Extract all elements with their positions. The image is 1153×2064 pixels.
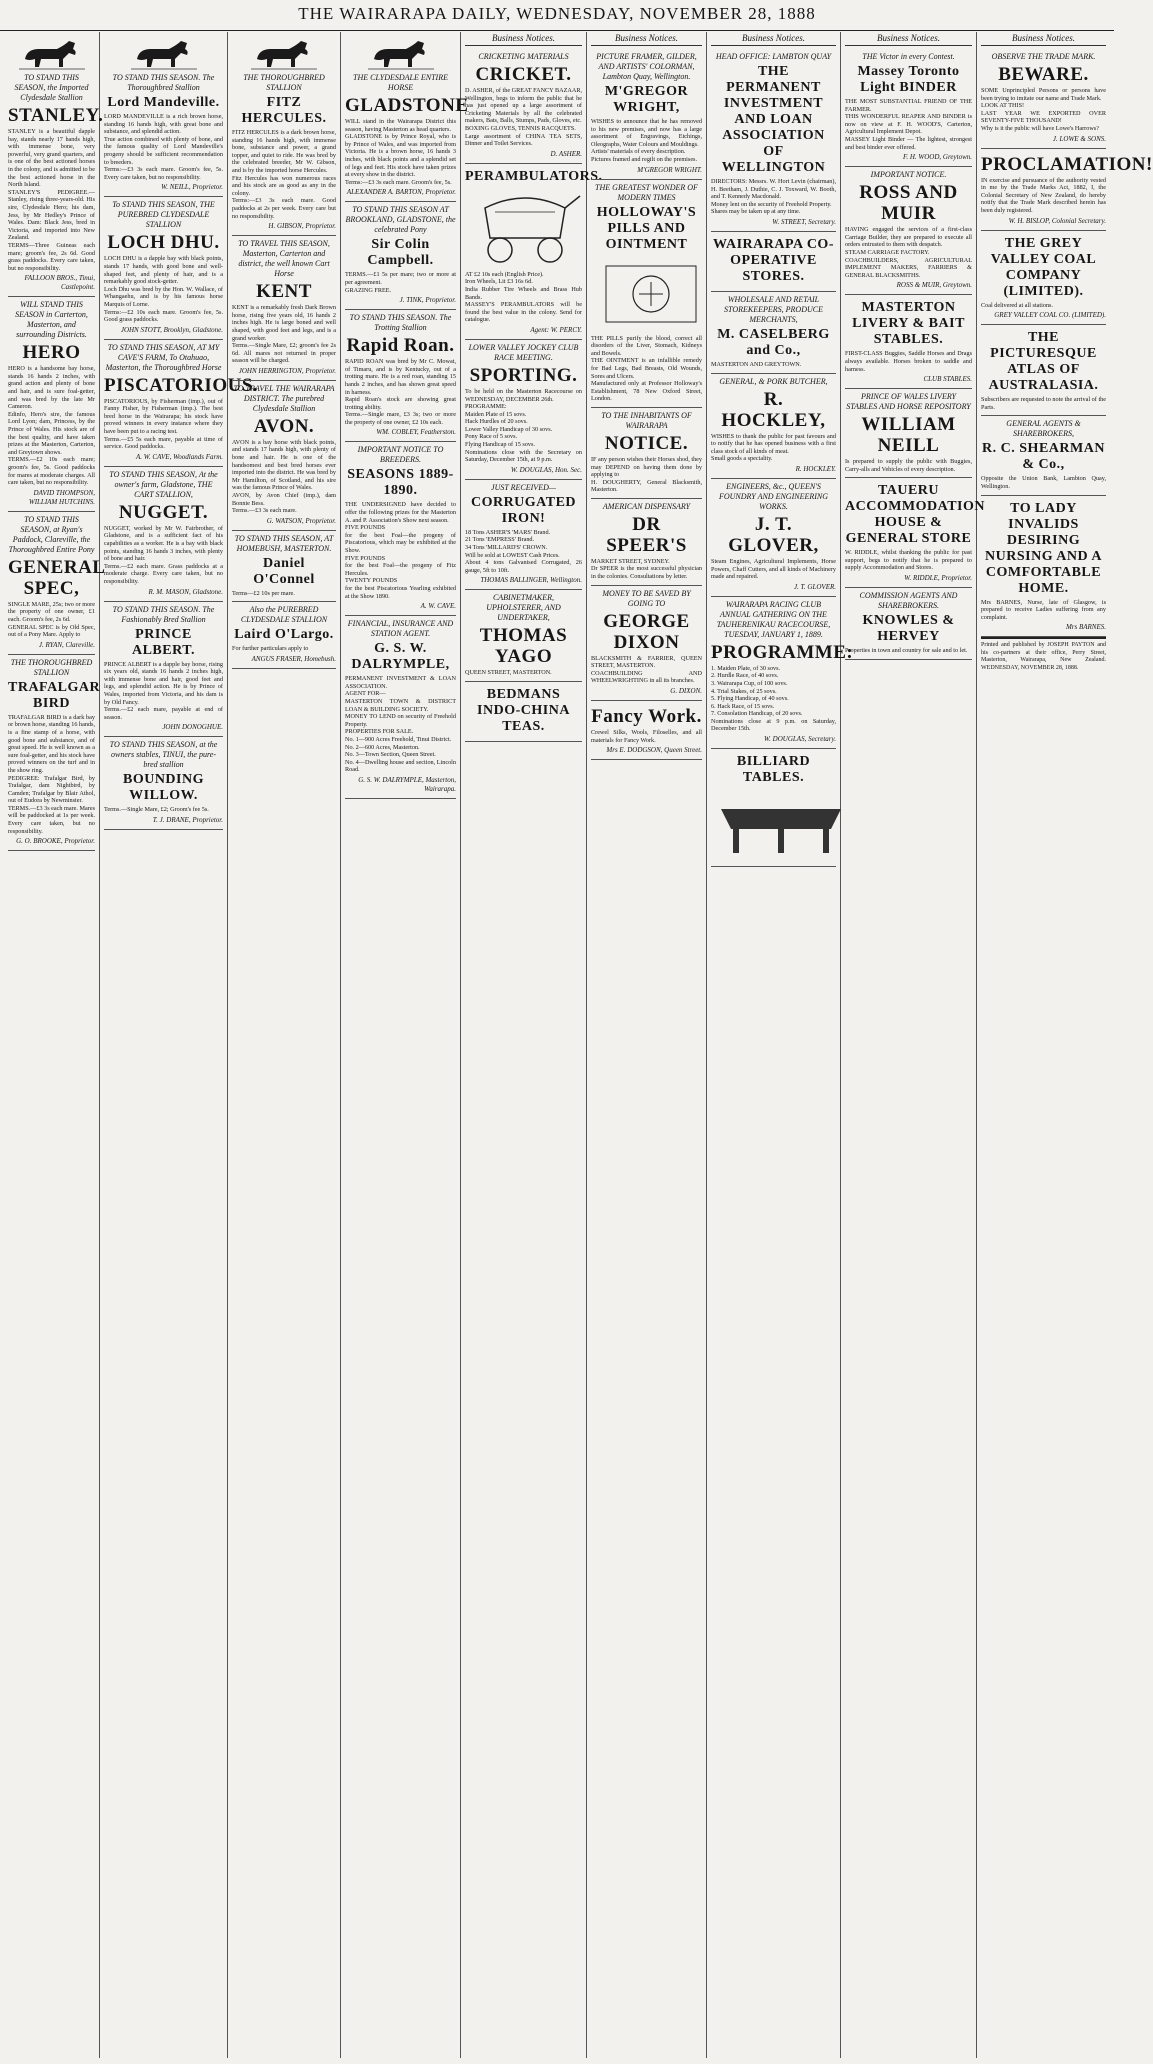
ad-body-text: FIRST-CLASS Buggies, Saddle Horses and Drags always available. Horses broken to saddle and harness. [845,350,972,373]
advertisement [465,340,582,480]
ad-subheading: WAIRARAPA RACING CLUB ANNUAL GATHERING ON THE TAUHERENIKAU RACECOURSE, TUESDAY, JANUARY 1, 1889. [716,599,831,639]
ad-signature: G. WATSON, Proprietor. [266,516,336,525]
ad-body-text: Terms—£2 10s per mare. [232,589,295,597]
column-7 [707,32,854,2058]
ad-subheading: THE GREATEST WONDER OF MODERN TIMES [595,182,698,202]
advertisement [104,340,259,467]
ad-body-text: Is prepared to supply the public with Buggies, Carry-alls and Vehicles of every description. [845,458,972,473]
advertisement [465,480,582,591]
ad-title: CRICKET. [475,64,572,85]
ad-subheading: Also the PUREBRED CLYDESDALE STALLION [240,605,328,625]
ad-subheading: TO STAND THIS SEASON, At the owner's farm, Gladstone, THE CART STALLION, [109,469,218,499]
ad-title: PISCATORIOUS. [104,374,259,396]
ad-body-text: Terms.—Single Mare, £2; Groom's fee 5s. [104,806,209,814]
ad-signature: JOHN DONOGHUE. [162,723,223,732]
advertisement [845,295,972,389]
ad-subheading: COMMISSION AGENTS AND SHAREBROKERS. [859,591,958,611]
ad-body-text: IF any person wishes their Horses shod, they may DEPEND on having them done by applying to H. DOUGHERTY, General Blacksmith, Masterton. [591,455,703,494]
section-header: Business Notices. [711,32,836,46]
ad-signature: Mrs BARNES. [1065,623,1106,632]
ad-title: Rapid Roan. [346,335,455,357]
ad-body-text: Opposite the Union Bank, Lambton Quay, Wellington. [981,475,1106,490]
ad-body-text: Subscribers are requested to note the arrival of the Parts. [981,396,1106,411]
advertisement [591,499,702,586]
advertisement [981,496,1106,638]
ad-body-text: W. RIDDLE, whilst thanking the public for past support, begs to notify that he is prepared to supply Accommodation and Stores. [845,549,972,572]
ad-subheading: TO STAND THIS SEASON. The Trotting Stallion [349,313,452,333]
ad-body-text: MASTERTON AND GREYTOWN. [711,360,802,368]
ad-subheading: PICTURE FRAMER, GILDER, AND ARTISTS' COLORMAN, Lambton Quay, Wellington. [596,52,697,81]
advertisement [345,202,456,310]
ad-title: HOLLOWAY'S PILLS AND OINTMENT [596,204,697,252]
advertisement [8,512,106,655]
advertisement [981,325,1106,416]
ad-body-text: FITZ HERCULES is a dark brown horse, standing 16 hands high, with immense bone, substance and power, a grand topper, and quiet to ride. He was bred by the celebrated breeder, Mr W. Gibson, and is by the imported horse Hercules. Fitz Hercules has won numerous races and his stock are as good as any in the colony. Terms:—£3 3s each mare. Good paddocks at 2s per week. Every care but no responsibility. [232,129,336,220]
advertisement [465,49,582,164]
ad-signature: T. J. DRANE, Proprietor. [152,815,223,824]
ad-subheading: ENGINEERS, &c., QUEEN'S FOUNDRY AND ENGINEERING WORKS. [718,481,829,511]
ad-title: NOTICE. [604,432,689,454]
ad-title: STANLEY. [8,105,104,126]
ad-body-text: HAVING engaged the services of a first-class Carriage Builder, they are prepared to execute all orders entrusted to them with despatch. STEAM CARRIAGE FACTORY. COACHBUILDERS, AGRICULTURAL IMPLEMENT MAKERS, FARRIERS & GENERAL BLACKSMITHS. [845,226,972,279]
column-8 [841,32,986,2058]
column-2 [100,32,259,2058]
ad-signature: ROSS & MUIR, Greytown. [896,281,972,290]
ad-title: AVON. [253,415,315,437]
advertisement [591,49,702,180]
ad-body-text: DIRECTORS: Messrs. W. Hort Levin (chairman), H. Beetham, J. Duthie, C. J. Toxward, W. Booth, and T. Kennedy Macdonald. Money lent on the security of Freehold Property. Shares may be taken up at any time. [711,178,836,216]
ad-body-text: NUGGET, worked by Mr W. Fairbrother, of Gladstone, and is a sufficient fact of his capabilities as a worker. He is a bay with black points, standing 16 hands 3 inches, with plenty of bone and hair. Terms.—£2 each mare. Grass paddocks at a moderate charge. Every care taken, but no responsibility. [104,524,223,585]
ad-body-text: PERMANENT INVESTMENT & LOAN ASSOCIATION. AGENT FOR— MASTERTON TOWN & DISTRICT LOAN & BUILDING SOCIETY. MONEY TO LEND on security of Freehold Property. PROPERTIES FOR SALE. No. 1—900 Acres Freehold, Tinui District. No. 2—600 Acres, Masterton. No. 3—Town Section, Queen Street. No. 4—Dwelling house and section, Lincoln Road. [345,675,456,774]
ad-subheading: TO STAND THIS SEASON AT BROOKLAND, GLADSTONE, the celebrated Pony [345,205,456,235]
ad-signature: W. H. BISLOP, Colonial Secretary. [1008,216,1106,225]
ad-title: Massey Toronto Light BINDER [857,64,960,95]
advertisement [232,32,336,236]
ad-title: TO LADY INVALIDS DESIRING NURSING AND A COMFORTABLE HOME. [985,500,1102,596]
ad-body-text: PRINCE ALBERT is a dapple bay horse, rising six years old, stands 16 hands 2 inches high, with immense bone and hair, good feet and legs, and splendid action. He is by Prince of Wales, imported from Victoria, and his dam is by Old Fancy. Terms.—£2 each mare, payable at end of season. [104,660,223,721]
advertisement [845,588,972,660]
column-6 [587,32,707,2058]
ad-signature: H. GIBSON, Proprietor. [268,222,336,231]
section-header: Business Notices. [465,32,582,46]
horse-engraving [249,37,319,71]
advertisement [981,149,1153,231]
ad-subheading: LOWER VALLEY JOCKEY CLUB RACE MEETING. [468,342,579,362]
ad-body-text: Steam Engines, Agricultural Implements, Horse Powers, Chaff Cutters, and all kinds of Machinery made and repaired. [711,557,836,581]
ad-title: ROSS AND MUIR [859,182,958,225]
ad-subheading: TO STAND THIS SEASON, AT HOMEBUSH, MASTERTON. [234,533,334,553]
ad-signature: THOMAS BALLINGER, Wellington. [480,576,582,585]
section-header: Business Notices. [591,32,702,46]
advertisement [591,586,702,701]
advertisement [232,602,336,669]
ad-title: Daniel O'Connel [253,555,315,587]
ad-subheading: THE CLYDESDALE ENTIRE HORSE [353,73,448,92]
ad-title: M. CASELBERG and Co., [717,326,830,358]
ad-subheading: CABINETMAKER, UPHOLSTERER, AND UNDERTAKER, [486,593,561,623]
section-header: Business Notices. [981,32,1106,46]
advertisement [465,590,582,682]
ad-subheading: FINANCIAL, INSURANCE AND STATION AGENT. [347,619,454,639]
ad-title: GENERAL SPEC, [8,556,106,599]
column-3 [228,32,341,2058]
ad-signature: DAVID THOMPSON, WILLIAM HUTCHINS. [28,488,95,506]
ad-signature: W. NEILL, Proprietor. [161,183,223,192]
advertisement [8,297,95,512]
masthead: THE WAIRARAPA DAILY, WEDNESDAY, NOVEMBER 28, 1888 [0,0,1114,31]
ad-subheading: TO STAND THIS SEASON. The Thoroughbred Stallion [112,73,215,92]
ad-subheading: TO STAND THIS SEASON, the Imported Clydesdale Stallion [14,73,89,102]
ad-body-text: THE PILLS purify the blood, correct all disorders of the Liver, Stomach, Kidneys and Bowels. THE OINTMENT is an infallible remedy for Bad Legs, Bad Breasts, Old Wounds, Sores and Ulcers. Manufactured only at Professor Holloway's Establishment, 78 New Oxford Street, London. [591,334,702,403]
ad-title: WILLIAM NEILL [861,414,956,457]
ad-body-text: QUEEN STREET, MASTERTON. [465,669,552,677]
ad-body-text: Crewel Silks, Wools, Filoselles, and all materials for Fancy Work. [591,729,702,744]
horse-engraving [366,37,436,71]
ad-body-text: KENT is a remarkably fresh Dark Brown horse, rising five years old, 16 hands 2 inches high. He is large boned and well shaped, with good feet and legs, and is a grand worker. Terms.—Single Mare, £2; groom's fee 2s 6d. All mares not returned in proper season will be charged. [232,304,336,365]
ad-signature: A. W. CAVE, Woodlands Farm. [135,452,223,461]
ad-subheading: JUST RECEIVED— [491,482,556,492]
ad-body-text: Mrs BARNES, Nurse, late of Glasgow, is prepared to receive Ladies suffering from any complaint. [981,598,1106,621]
ad-title: Sir Colin Campbell. [367,237,434,269]
ad-subheading: OBSERVE THE TRADE MARK. [991,52,1096,61]
horse-engraving [17,37,87,71]
ad-subheading: TO STAND THIS SEASON. The Fashionably Bred Stallion [112,604,215,624]
column-1 [4,32,106,2058]
ad-signature: W. STREET, Secretary. [772,217,836,226]
ad-body-text: BLACKSMITH & FARRIER, QUEEN STREET, MASTERTON. COACHBUILDING AND WHEELWRIGHTING in all its branches. [591,654,702,685]
ad-title: SEASONS 1889-1890. [347,467,454,499]
ad-title: G. S. W. DALRYMPLE, [351,641,450,673]
advertisement [711,232,836,292]
ad-title: PERAMBULATORS. [465,168,603,184]
ad-title: SPORTING. [469,364,578,386]
ad-signature: W. DOUGLAS, Secretary. [763,735,836,744]
ad-body-text: IN exercise and pursuance of the authority vested in me by the Trade Marks Act, 1882, I, the Colonial Secretary of New Zealand, do hereby notify that the Trade Mark described herein has been duly registered. [981,176,1106,214]
ad-body-text: WILL stand in the Wairarapa District this season, having Masterton as head quarters. GLADSTONE is by Prince Royal, who is by Prince of Wales, and was imported from Victoria. He is a brown horse, 16 hands 3 inches, with black points and a splendid set of legs and feet. His stock have taken prizes at every show in the district. Terms:—£3 3s each mare. Groom's fee, 5s. [345,118,456,186]
ad-body-text: D. ASHER, of the GREAT FANCY BAZAAR, Wellington, begs to inform the public that he has just opened up a large assortment of Cricketing Materials by all the celebrated makers, Bats, Balls, Stumps, Pads, Gloves, etc. BOXING GLOVES, TENNIS RACQUETS. Large assortment of CHINA TEA SETS, Dinner and Toilet Services. [465,87,582,148]
ad-signature: Mrs E. DODGSON, Queen Street. [606,746,702,755]
ad-subheading: GENERAL AGENTS & SHAREBROKERS, [1006,419,1081,439]
ad-body-text: For further particulars apply to [232,645,309,653]
newspaper-columns [4,32,1153,2058]
ad-body-text: 1. Maiden Plate, of 30 sovs. 2. Hurdle Race, of 40 sovs. 3. Wairarapa Cup, of 100 sovs. 4. Trial Stakes, of 25 sovs. 5. Flying Handicap, of 40 sovs. 6. Hack Race, of 15 sovs. 7. Consolation Handicap, of 20 sovs. Nominations close at 9 p.m. on Saturday, December 15th. [711,664,836,733]
ad-body-text: RAPID ROAN was bred by Mr C. Mowat, of Timaru, and is by Kentucky, out of a trotting mare. He is a red roan, standing 15 hands 2 inches, and has shown great speed in harness. Rapid Roan's stock are showing great trotting ability. Terms.—Single mare, £3 3s; two or more the property of one owner, £2 10s each. [345,358,456,426]
ad-subheading: AMERICAN DISPENSARY [602,501,691,511]
ad-signature: ANGUS FRASER, Homebush. [251,655,336,663]
ad-subheading: TO THE INHABITANTS OF WAIRARAPA [601,410,692,430]
ad-body-text: AVON is a bay horse with black points, and stands 17 hands high, with plenty of bone and hair. He is one of the handsomest and best bred horses ever imported into the district. He was bred by Mr Hamilton, of Scotland, and his sire was the famous Prince of Wales. AVON, by Avon Chief (imp.), dam Bonnie Bess. Terms.—£3 3s each mare. [232,438,336,515]
advertisement [845,167,972,295]
ad-subheading: THE THOROUGHBRED STALLION [10,657,93,677]
ad-subheading: TO STAND THIS SEASON, at the owners stables, TINUI, the pure-bred stallion [109,740,218,770]
ad-body-text: Properties in town and country for sale and to let. [845,647,968,655]
ad-signature: GREY VALLEY COAL CO. (LIMITED). [994,311,1106,320]
advertisement [711,292,836,374]
ad-subheading: IMPORTANT NOTICE TO BREEDERS. [357,445,444,465]
ad-body-text: WISHES to thank the public for past favours and to notify that he has opened business with a first class stock of all kinds of meat. Small goods a speciality. [711,432,836,463]
ad-title: THE GREY VALLEY COAL COMPANY (LIMITED). [990,235,1097,299]
ad-title: PROCLAMATION! [981,153,1153,175]
advertisement [845,478,986,588]
ad-body-text: MARKET STREET, SYDNEY. Dr SPEER is the most successful physician in the colonies. Consultations by letter. [591,557,702,581]
ad-title: PRINCE ALBERT. [131,626,196,658]
ad-signature: Agent: W. PERCY. [530,325,582,334]
ad-title: MASTERTON LIVERY & BAIT STABLES. [852,300,965,348]
ad-subheading: PRINCE OF WALES LIVERY STABLES AND HORSE REPOSITORY [846,392,971,412]
ad-body-text: AT £2 10s each (English Price). Iron Wheels, Lit £3 16s 6d. India Rubber Tire Wheels and Brass Hub Bands. MASSEY'S PERAMBULATORS will be found the best value in the colony. Send for catalogue. [465,270,582,324]
advertisement [232,236,336,381]
ad-title: TRAFALGAR BIRD [8,679,101,711]
column-9 [977,32,1153,2058]
ad-title: THE PICTURESQUE ATLAS OF AUSTRALASIA. [988,330,1099,394]
ad-body-text: TERMS.—£1 5s per mare; two or more at per agreement. GRAZING FREE. [345,271,456,294]
ad-body-text: WISHES to announce that he has removed to his new premises, and now has a large assortment of Engravings, Etchings, Oleographs, Water Colours and Mouldings. Artists' materials of every description. Pictures framed and regilt on the premises. [591,118,702,163]
holloway-pills-emblem [591,256,711,332]
perambulator-engraving [465,188,585,268]
ad-body-text: LOCH DHU is a dapple bay with black points, stands 17 hands, with good bone and well-shaped feet, and plenty of hair, and is a remarkably good stock-getter. Loch Dhu was bred by the Hon. W. Wallace, of Whangaehu, and is by his famous horse Marquis of Lorne. Terms:—£2 10s each mare. Groom's fee, 5s. Good grass paddocks. [104,255,223,324]
ad-title: THE PERMANENT INVESTMENT AND LOAN ASSOCIATION OF WELLINGTON [721,64,826,175]
ad-subheading: To STAND THIS SEASON, THE PUREBRED CLYDESDALE STALLION [112,200,215,230]
advertisement [104,32,223,197]
ad-signature: G. O. BROOKE, Proprietor. [16,837,95,846]
ad-title: BEWARE. [998,64,1089,85]
ad-title: R. C. SHEARMAN & Co., [982,441,1105,473]
ad-subheading: TO STAND THIS SEASON, at Ryan's Paddock, Clareville, the Thoroughbred Entire Pony [8,514,95,554]
ad-title: R. HOCKLEY, [721,388,826,431]
advertisement [232,531,336,603]
advertisement [104,467,223,602]
ad-signature: W. DOUGLAS, Hon. Sec. [510,465,582,474]
advertisement [711,749,836,867]
ad-signature: JOHN STOTT, Brooklyn, Gladstone. [120,325,223,334]
ad-title: WAIRARAPA CO-OPERATIVE STORES. [713,236,834,284]
ad-signature: G. DIXON. [670,687,702,696]
advertisement [104,197,223,339]
ad-title: CORRUGATED IRON! [470,494,577,526]
ad-subheading: TO STAND THIS SEASON, AT MY CAVE'S FARM, To Otahuao, Masterton, the Thoroughbred Horse [105,342,222,372]
ad-body-text: STANLEY is a beautiful dapple bay, stands nearly 17 hands high, with immense bone, very powerful, very grand quarters, and is one of the best actioned horses in the colony, and is admitted to be the best actioned horse in the North Island. STANLEY'S PEDIGREE.—Stanley, rising three-years-old. His sire, Clydesdale Hero; his dam, Jess, by Mr Hedley's Prince of Wales. Dam: Black Jess, bred in Victoria, and imported into New Zealand. TERMS—Three Guineas each mare; groom's fee, 2s 6d. Good grass paddocks. Every care taken, but no responsibility. [8,128,95,272]
ad-body-text: LORD MANDEVILLE is a rich brown horse, standing 16 hands high, with great bone and substance, and splendid action. True action combined with plenty of bone, and the famous quality of Lord Mandeville's progeny should be sufficient recommendation to breeders. Terms:—£3 3s each mare. Groom's fee, 5s. Every care taken, but no responsibility. [104,113,223,181]
ad-title: BILLIARD TABLES. [736,754,811,786]
ad-signature: J. TINK, Proprietor. [399,296,456,305]
ad-subheading: WHOLESALE AND RETAIL STOREKEEPERS, PRODUCE MERCHANTS, [724,294,823,324]
column-5 [461,32,603,2058]
ad-subheading: GENERAL, & PORK BUTCHER, [719,376,828,386]
advertisement [8,655,101,852]
advertisement [845,389,972,478]
advertisement [345,616,456,799]
advertisement [465,164,603,340]
ad-title: BOUNDING WILLOW. [122,772,204,804]
ad-signature: WM. COBLEY, Featherston. [376,428,456,437]
advertisement [981,49,1106,149]
advertisement [232,381,336,531]
ad-subheading: WILL STAND THIS SEASON in Carterton, Masterton, and surrounding Districts. [15,300,88,340]
advertisement [711,479,836,597]
section-header: Business Notices. [845,32,972,46]
ad-subheading: HEAD OFFICE: LAMBTON QUAY [715,52,832,61]
advertisement [104,737,223,830]
advertisement [345,32,469,202]
ad-signature: F. H. WOOD, Greytown. [902,153,972,162]
ad-body-text: PISCATORIOUS, by Fisherman (imp.), out of Fanny Fisher, by Fisherman (imp.). The best bred horse in the Wairarapa; his stock have proved winners in every instance where they have been put to a racing test. Terms.—£5 5s each mare, payable at time of service. Good paddocks. [104,397,223,451]
ad-signature: M'GREGOR WRIGHT. [637,165,702,174]
ad-title: PROGRAMME: [711,641,854,663]
ad-title: TAUERU ACCOMMODATION HOUSE & GENERAL STORE [845,483,986,547]
ad-body-text: THE MOST SUBSTANTIAL FRIEND OF THE FARMER. THIS WONDERFUL REAPER AND BINDER is now on view at F. H. WOOD'S, Carterton, Agricultural Implement Depot. MASSEY Light Binder — The lightest, strongest and best binder ever offered. [845,98,972,151]
ad-signature: A. W. CAVE. [420,602,456,611]
ad-signature: FALLOON BROS., Tinui, Castlepoint. [24,274,95,292]
ad-title: FITZ HERCULES. [241,95,327,126]
ad-subheading: TO TRAVEL THIS SEASON, Masterton, Carterton and district, the well known Cart Horse [238,239,330,279]
ad-title: KNOWLES & HERVEY [862,613,955,645]
advertisement [345,442,456,616]
horse-engraving [129,37,199,71]
ad-title: DR SPEER'S [606,513,687,556]
advertisement [845,49,972,167]
ad-signature: R. HOCKLEY. [795,464,836,473]
ad-body-text: To be held on the Masterton Racecourse on WEDNESDAY, DECEMBER 26th. PROGRAMME: Maiden Plate of 15 sovs. Hack Hurdles of 20 sovs. Lower Valley Handicap of 30 sovs. Pony Race of 5 sovs. Flying Handicap of 15 sovs. Nominations close with the Secretary on Saturday, December 15th, at 9 p.m. [465,387,582,464]
ad-body-text: Coal delivered at all stations. [981,301,1053,309]
ad-title: GLADSTONE [345,95,469,116]
ad-signature: G. S. W. DALRYMPLE, Masterton, Wairarapa. [358,775,456,793]
ad-signature: D. ASHER. [550,149,582,158]
ad-title: NUGGET. [118,501,209,523]
ad-subheading: THE Victor in every Contest. [862,52,955,61]
ad-body-text: SINGLE MARE, 25s; two or more the property of one owner, £1 each. Groom's fee, 2s 6d. GENERAL SPEC is by Old Spec, out of a Pony Mare. Apply to [8,600,95,639]
ad-title: Fancy Work. [591,706,702,728]
advertisement [8,32,104,297]
ad-subheading: CRICKETING MATERIALS [478,52,569,61]
ad-title: HERO [22,342,81,364]
ad-title: BEDMANS INDO-CHINA TEAS. [477,687,570,734]
advertisement [711,597,854,749]
ad-body-text: 18 Tons ASHER'S 'MARS' Brand. 21 Tons 'EMPRESS' Brand. 34 Tons 'MILLARD'S' CROWN. Will be sold at LOWEST Cash Prices. About 4 tons Galvanised Corrugated, 26 gauge, 5ft to 10ft. [465,528,582,574]
column-4 [341,32,469,2058]
ad-subheading: IMPORTANT NOTICE. [870,170,947,180]
billiard-table-engraving [711,789,851,859]
advertisement [104,602,223,738]
ad-body-text: THE UNDERSIGNED have decided to offer the following prizes for the Masterton A. and P. Association's Show next season. FIVE POUNDS for the best Foal—the progeny of Piscatorious, which may be exhibited at the Show. FIVE POUNDS for the best Foal—the progeny of Fitz Hercules. TWENTY POUNDS for the best Piscatorious Yearling exhibited at the Show 1890. [345,501,456,600]
ad-body-text: SOME Unprincipled Persons or persons have been trying to imitate our name and Trade Mark. LOOK AT THIS! LAST YEAR WE EXPORTED OVER SEVENTY-FIVE THOUSAND! Why is it the public will have Lowe's Harrows? [981,87,1106,132]
ad-title: J. T. GLOVER, [728,513,819,556]
ad-signature: J. LOWE & SONS. [1052,134,1106,143]
ad-title: M'GREGOR WRIGHT, [604,84,689,115]
advertisement [591,180,702,408]
ad-signature: J. T. GLOVER. [793,582,836,591]
advertisement [345,310,456,442]
ad-signature: ALEXANDER A. BARTON, Proprietor. [346,188,456,197]
ad-title: Laird O'Largo. [234,627,334,643]
ad-signature: R. M. MASON, Gladstone. [148,587,223,596]
ad-subheading: TO TRAVEL THE WAIRARAPA DISTRICT. The purebred Clydesdale Stallion [233,383,335,413]
advertisement [981,231,1106,326]
advertisement [591,408,702,499]
ad-title: THOMAS YAGO [479,625,568,668]
ad-title: KENT [256,281,312,303]
ad-signature: CLUB STABLES. [923,375,972,384]
ad-signature: W. RIDDLE, Proprietor. [904,574,972,583]
ad-title: LOCH DHU. [107,232,220,254]
ad-signature: JOHN HERRINGTON, Proprietor. [238,366,336,375]
ad-body-text: HERO is a handsome bay horse, stands 16 hands 2 inches, with grand action and plenty of bone and hair, and is sure foal-getter, and was bred by the late Mr Cameron. Edinfo, Hero's sire, the famous Lord Lyon; dam, Princess, by the Prince of Wales. His stock are of the best quality, and have taken prizes at the Masterton, Carterton, and Greytown shows. TERMS.—£2 10s each mare; groom's fee, 5s. Good paddocks for mares at moderate charges. All care taken, but no responsibility. [8,365,95,487]
ad-subheading: MONEY TO BE SAVED BY GOING TO [602,588,691,608]
advertisement [465,682,582,742]
advertisement [981,416,1106,495]
printer-imprint: Printed and published by JOSEPH PAYTON and his co-partners at their office, Perry Street, Masterton, Wairarapa, New Zealand. WEDNESDAY, NOVEMBER 28, 1888. [981,637,1106,672]
ad-title: GEORGE DIXON [603,610,690,653]
ad-signature: J. RYAN, Clareville. [38,640,95,649]
ad-subheading: THE THOROUGHBRED STALLION [243,73,325,92]
advertisement [711,374,836,479]
advertisement [591,701,702,760]
ad-title: Lord Mandeville. [107,95,220,110]
advertisement [711,49,836,232]
ad-body-text: TRAFALGAR BIRD is a dark bay or brown horse, standing 16 hands, is a fine stamp of a horse, with good bone and substance, and of great speed. He is well known as a sure foal-getter, and his stock have proved winners on the turf and in the show ring. PEDIGREE: Trafalgar Bird, by Trafalgar, dam Nightbird, by Camden; Trafalgar by Blair Athol, out of Eudora by Newminster. TERMS.—£3 3s each mare. Mares will be paddocked at 1s per week. Every care taken, but no responsibility. [8,713,95,835]
